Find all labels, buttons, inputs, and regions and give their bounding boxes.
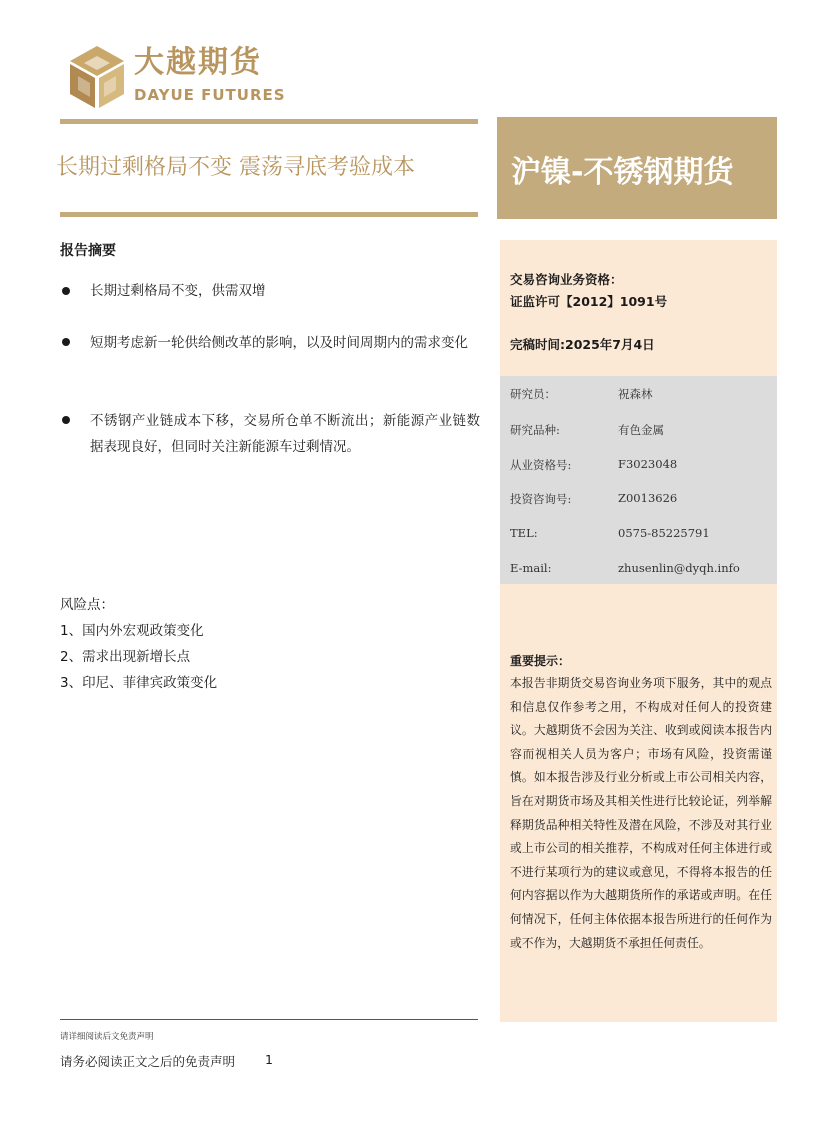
info-value-practice-license: F3023048 [618, 457, 678, 471]
info-value-variety: 有色金属 [618, 423, 664, 437]
page-number: 1 [265, 1052, 273, 1067]
info-label-email: E-mail: [510, 561, 552, 575]
logo-chinese-name: 大越期货 [134, 45, 262, 80]
logo-english-name: DAYUE FUTURES [134, 86, 286, 104]
risk-heading: 风险点： [60, 597, 114, 613]
license-number: 证监许可【2012】1091号 [510, 294, 668, 309]
product-title-box [497, 117, 777, 219]
info-label-variety: 研究品种: [510, 423, 560, 437]
info-label-tel: TEL: [510, 526, 538, 540]
bullet-dot [62, 287, 70, 295]
footer-disclaimer: 请务必阅读正文之后的免责声明 [60, 1054, 236, 1069]
title-top-rule [60, 119, 478, 124]
footer-disclaimer-small: 请详细阅读后文免责声明 [60, 1032, 154, 1042]
summary-heading: 报告摘要 [60, 243, 116, 259]
bullet-dot [62, 416, 70, 424]
risk-item-2: 2、需求出现新增长点 [60, 649, 191, 665]
info-label-consult-license: 投资咨询号: [510, 492, 572, 506]
notice-heading: 重要提示： [510, 654, 571, 668]
company-logo [66, 44, 296, 114]
footer-rule [60, 1019, 478, 1020]
risk-item-1: 1、国内外宏观政策变化 [60, 623, 204, 639]
qualification-label: 交易咨询业务资格： [510, 272, 623, 287]
info-label-practice-license: 从业资格号: [510, 458, 572, 472]
completion-date: 完稿时间:2025年7月4日 [510, 337, 655, 352]
notice-body: 本报告非期货交易咨询业务项下服务，其中的观点和信息仅作参考之用，不构成对任何人的投资建议。大越期货不会因为关注、收到或阅读本报告内容而视相关人员为客户；市场有风险，投资需谨慎。如本报告涉及行业分析或上市公司相关内容，旨在对期货市场及其相关性进行比较论证，列举解释期货品种相关特性及潜在风险，不涉及对其行业或上市公司的相关推荐，不构成对任何主体进行或不进行某项行为的建议或意见，不得将本报告的任何内容据以作为大越期货所作的承诺或声明。在任何情况下，任何主体依据本报告所进行的任何作为或不作为，大越期货不承担任何责任。 [510, 676, 772, 950]
product-title: 沪镍-不锈钢期货 [511, 155, 734, 190]
bullet-dot [62, 338, 70, 346]
title-bottom-rule [60, 212, 478, 217]
summary-bullet-3: 不锈钢产业链成本下移，交易所仓单不断流出；新能源产业链数据表现良好，但同时关注新能源车过剩情况。 [90, 413, 480, 455]
dayue-logo-icon [66, 44, 128, 112]
info-value-email: zhusenlin@dyqh.info [618, 561, 740, 575]
info-label-researcher: 研究员： [510, 387, 556, 401]
info-value-consult-license: Z0013626 [618, 491, 678, 505]
report-title: 长期过剩格局不变 震荡寻底考验成本 [56, 155, 415, 180]
risk-item-3: 3、印尼、菲律宾政策变化 [60, 675, 218, 691]
summary-bullet-2: 短期考虑新一轮供给侧改革的影响，以及时间周期内的需求变化 [90, 335, 468, 351]
analyst-info-panel [500, 376, 777, 584]
info-value-researcher: 祝森林 [618, 387, 653, 401]
summary-bullet-1: 长期过剩格局不变，供需双增 [90, 283, 266, 299]
info-value-tel: 0575-85225791 [618, 526, 710, 540]
